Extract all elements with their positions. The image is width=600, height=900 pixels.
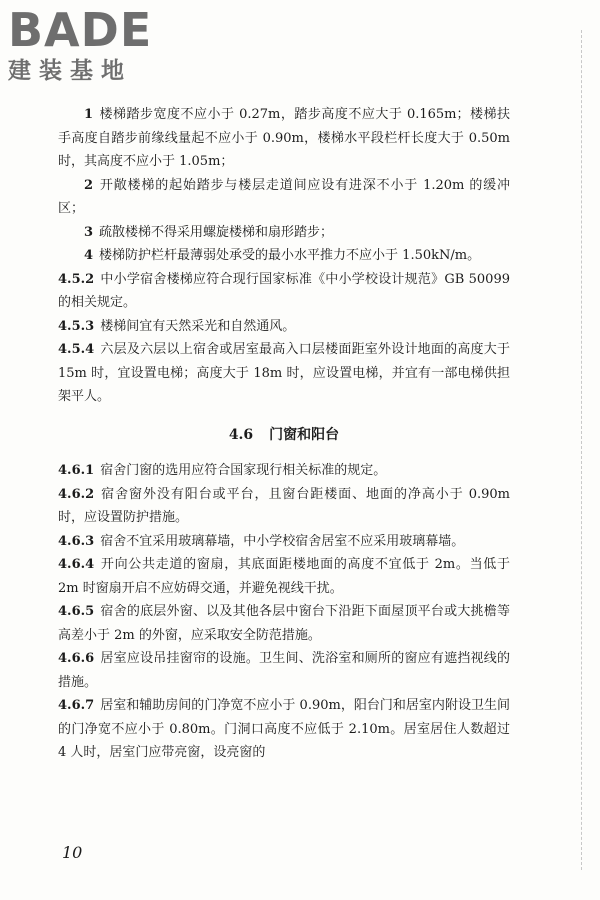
page-body (58, 103, 510, 765)
item-number: 1 (84, 107, 94, 122)
clause-text: 宿舍的底层外窗、以及其他各层中窗台下沿距下面屋顶平台或大挑檐等高差小于 2m 的外窗，应采取安全防范措施。 (58, 604, 510, 643)
page-number: 10 (62, 843, 83, 862)
item-text: 疏散楼梯不得采用螺旋楼梯和扇形踏步； (99, 224, 334, 240)
clause-number: 4.6.6 (58, 651, 95, 666)
item-text: 开敞楼梯的起始踏步与楼层走道间应设有进深不小于 1.20m 的缓冲区； (58, 177, 510, 216)
item-text: 楼梯踏步宽度不应小于 0.27m，踏步高度不应大于 0.165m；楼梯扶手高度自踏步前缘线量起不应小于 0.90m，楼梯水平段栏杆长度大于 0.50m 时，其高度不应小于 1.05m； (58, 107, 510, 169)
clause-text: 楼梯间宜有天然采光和自然通风。 (100, 318, 296, 334)
clause (58, 647, 510, 694)
clause-number: 4.5.2 (58, 271, 95, 287)
section-number: 4.6 (228, 426, 254, 443)
clause-text: 开向公共走道的窗扇，其底面距楼地面的高度不宜低于 2m。当低于 2m 时窗扇开启不应妨碍交通，并避免视线干扰。 (58, 557, 510, 596)
clause-text: 居室应设吊挂窗帘的设施。卫生间、洗浴室和厕所的窗应有遮挡视线的措施。 (58, 651, 510, 690)
clause (58, 459, 510, 483)
clause-number: 4.6.3 (58, 533, 95, 549)
clause-number: 4.5.4 (58, 342, 95, 357)
clause (58, 530, 510, 554)
clause-text: 居室和辅助房间的门净宽不应小于 0.90m，阳台门和居室内附设卫生间的门净宽不应小于 0.80m。门洞口高度不应低于 2.10m。居室居住人数超过 4 人时，居室门应带亮窗，设亮窗的 (58, 698, 510, 760)
clause-number: 4.6.7 (58, 698, 95, 713)
section-title: 门窗和阳台 (269, 426, 340, 443)
item-number: 3 (84, 224, 94, 240)
logo-subtitle: 建装基地 (8, 58, 132, 84)
list-item (58, 244, 510, 268)
logo-wordmark: BADE (8, 3, 153, 57)
clause (58, 483, 510, 530)
clause-number: 4.5.3 (58, 318, 95, 334)
list-item (58, 174, 510, 221)
item-number: 2 (84, 177, 94, 193)
clause-number: 4.6.1 (58, 463, 95, 478)
clause-text: 六层及六层以上宿舍或居室最高入口层楼面距室外设计地面的高度大于 15m 时，宜设置电梯；高度大于 18m 时，应设置电梯，并宜有一部电梯供担架平人。 (58, 342, 510, 404)
clause-text: 宿舍门窗的选用应符合国家现行相关标准的规定。 (100, 463, 387, 478)
clause-number: 4.6.2 (58, 486, 95, 502)
clause (58, 338, 510, 409)
clause-number: 4.6.4 (58, 557, 95, 572)
clause-text: 宿舍不宜采用玻璃幕墙，中小学校宿舍居室不应采用玻璃幕墙。 (100, 533, 465, 549)
publisher-logo (8, 3, 153, 86)
clause-text: 中小学宿舍楼梯应符合现行国家标准《中小学校设计规范》GB 50099 的相关规定。 (58, 271, 510, 310)
section-heading (58, 424, 510, 448)
clause-text: 宿舍窗外没有阳台或平台，且窗台距楼面、地面的净高小于 0.90m 时，应设置防护措施。 (58, 486, 510, 525)
item-number: 4 (84, 248, 94, 263)
clause-number: 4.6.5 (58, 604, 95, 619)
clause (58, 315, 510, 339)
list-item (58, 221, 510, 245)
item-text: 楼梯防护栏杆最薄弱处承受的最小水平推力不应小于 1.50kN/m。 (99, 248, 481, 263)
clause (58, 600, 510, 647)
clause (58, 268, 510, 315)
clause (58, 553, 510, 600)
page-edge-line (581, 30, 582, 870)
clause (58, 694, 510, 765)
list-item (58, 103, 510, 174)
